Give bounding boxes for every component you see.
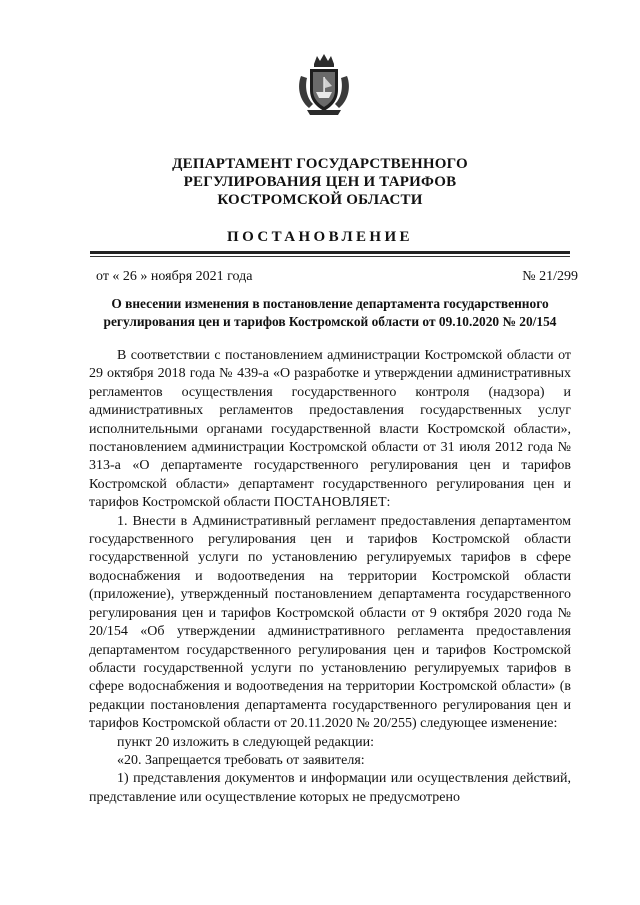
header-divider-thin (90, 256, 570, 257)
body-paragraph-clause-20: «20. Запрещается требовать от заявителя: (117, 752, 365, 768)
body-paragraph-preamble: В соответствии с постановлением администрации Костромской области от 29 октября 2018 года № 439-а «О разработке и утверждении административных регламентов осуществления государственного контроля (надзора) и административных регламентов предоставления государственных услуг исполнительными органами государственной власти Костромской области», постановлением администрации Костромской области от 31 июля 2012 года № 313-а «О департаменте государственного регулирования цен и тарифов Костромской области» департамент государственного регулирования цен и тарифов Костромской области ПОСТАНОВЛЯЕТ: (89, 348, 571, 511)
document-date: от « 26 » ноября 2021 года (96, 269, 253, 284)
body-paragraph-instruction: пункт 20 изложить в следующей редакции: (117, 734, 374, 750)
department-name-line-2: РЕГУЛИРОВАНИЯ ЦЕН И ТАРИФОВ (183, 174, 457, 190)
document-subject-line-2: регулирования цен и тарифов Костромской области от 09.10.2020 № 20/154 (103, 314, 557, 329)
department-name-line-3: КОСТРОМСКОЙ ОБЛАСТИ (217, 192, 423, 208)
header-divider-thick (90, 251, 570, 254)
document-number: № 21/299 (522, 269, 578, 284)
document-type-title: ПОСТАНОВЛЕНИЕ (227, 229, 413, 245)
body-paragraph-item-1: 1. Внести в Административный регламент предоставления департаментом государственного регулирования цен и тарифов Костромской области государственной услуги по установлению регулируемых тарифов в сфере водоснабжения и водоотведения на территории Костромской области (приложение), утвержденный постановлением департамента государственного регулирования цен и тарифов Костромской области от 9 октября 2020 года № 20/154 «Об утверждении административного регламента предоставления департаментом государственного регулирования цен и тарифов Костромской области государственной услуги по установлению регулируемых тарифов в сфере водоснабжения и водоотведения на территории Костромской области» (в редакции постановления департамента государственного регулирования цен и тарифов Костромской области от 20.11.2020 № 20/255) следующее изменение: (89, 513, 571, 732)
body-paragraph-subclause-1: 1) представления документов и информации или осуществления действий, представление или осуществление которых не предусмотрено (89, 771, 571, 805)
coat-of-arms-icon (295, 52, 353, 116)
document-body (89, 347, 571, 807)
department-name-line-1: ДЕПАРТАМЕНТ ГОСУДАРСТВЕННОГО (172, 156, 468, 172)
document-subject-line-1: О внесении изменения в постановление департамента государственного (111, 296, 549, 311)
